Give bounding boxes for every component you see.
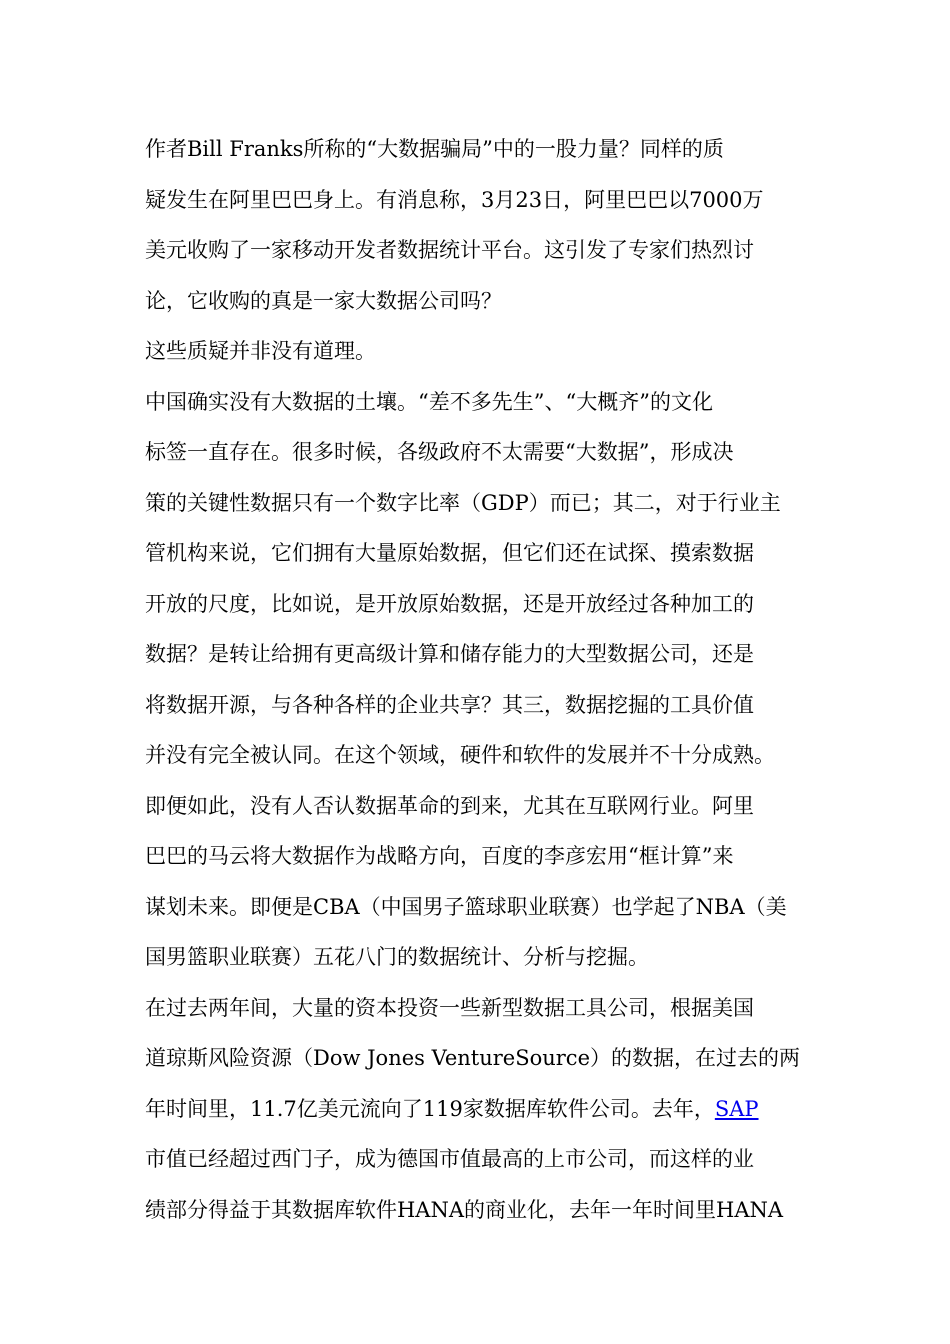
text-line: 疑发生在阿里巴巴身上。有消息称，3月23日，阿里巴巴以7000万 bbox=[145, 187, 764, 212]
text-segment: 年时间里，11.7亿美元流向了119家数据库软件公司。去年， bbox=[145, 1096, 715, 1121]
text-line: 即便如此，没有人否认数据革命的到来，尤其在互联网行业。阿里 bbox=[145, 793, 754, 818]
text-line: 在过去两年间，大量的资本投资一些新型数据工具公司，根据美国 bbox=[145, 995, 754, 1020]
text-line: 美元收购了一家移动开发者数据统计平台。这引发了专家们热烈讨 bbox=[145, 238, 754, 262]
text-line: 谋划未来。即便是CBA（中国男子篮球职业联赛）也学起了NBA（美 bbox=[145, 894, 787, 919]
text-line: 论，它收购的真是一家大数据公司吗？ bbox=[145, 288, 502, 313]
text-line-with-link bbox=[145, 1084, 810, 1135]
text-line: 策的关键性数据只有一个数字比率（GDP）而已；其二，对于行业主 bbox=[145, 490, 781, 515]
text-line: 作者Bill Franks所称的“大数据骗局”中的一股力量？同样的质 bbox=[145, 137, 724, 161]
text-line: 管机构来说，它们拥有大量原始数据，但它们还在试探、摸索数据 bbox=[145, 541, 754, 565]
text-line: 市值已经超过西门子，成为德国市值最高的上市公司，而这样的业 bbox=[145, 1147, 754, 1171]
text-line: 绩部分得益于其数据库软件HANA的商业化，去年一年时间里HANA bbox=[145, 1197, 784, 1222]
text-line: 国男篮职业联赛）五花八门的数据统计、分析与挖掘。 bbox=[145, 945, 649, 969]
text-line: 标签一直存在。很多时候，各级政府不太需要“大数据”，形成决 bbox=[145, 440, 734, 464]
document-body bbox=[145, 124, 810, 1235]
text-line: 中国确实没有大数据的土壤。“差不多先生”、“大概齐”的文化 bbox=[145, 389, 713, 414]
text-line: 数据？是转让给拥有更高级计算和储存能力的大型数据公司，还是 bbox=[145, 642, 754, 666]
text-line: 这些质疑并非没有道理。 bbox=[145, 339, 376, 363]
sap-link[interactable]: SAP bbox=[714, 1096, 759, 1121]
text-line: 将数据开源，与各种各样的企业共享？其三，数据挖掘的工具价值 bbox=[145, 692, 754, 717]
text-line: 巴巴的马云将大数据作为战略方向，百度的李彦宏用“框计算”来 bbox=[145, 844, 734, 868]
text-line: 开放的尺度，比如说，是开放原始数据，还是开放经过各种加工的 bbox=[145, 591, 754, 616]
text-line: 并没有完全被认同。在这个领域，硬件和软件的发展并不十分成熟。 bbox=[145, 743, 775, 767]
text-line: 道琼斯风险资源（Dow Jones VentureSource）的数据，在过去的两 bbox=[145, 1046, 800, 1070]
